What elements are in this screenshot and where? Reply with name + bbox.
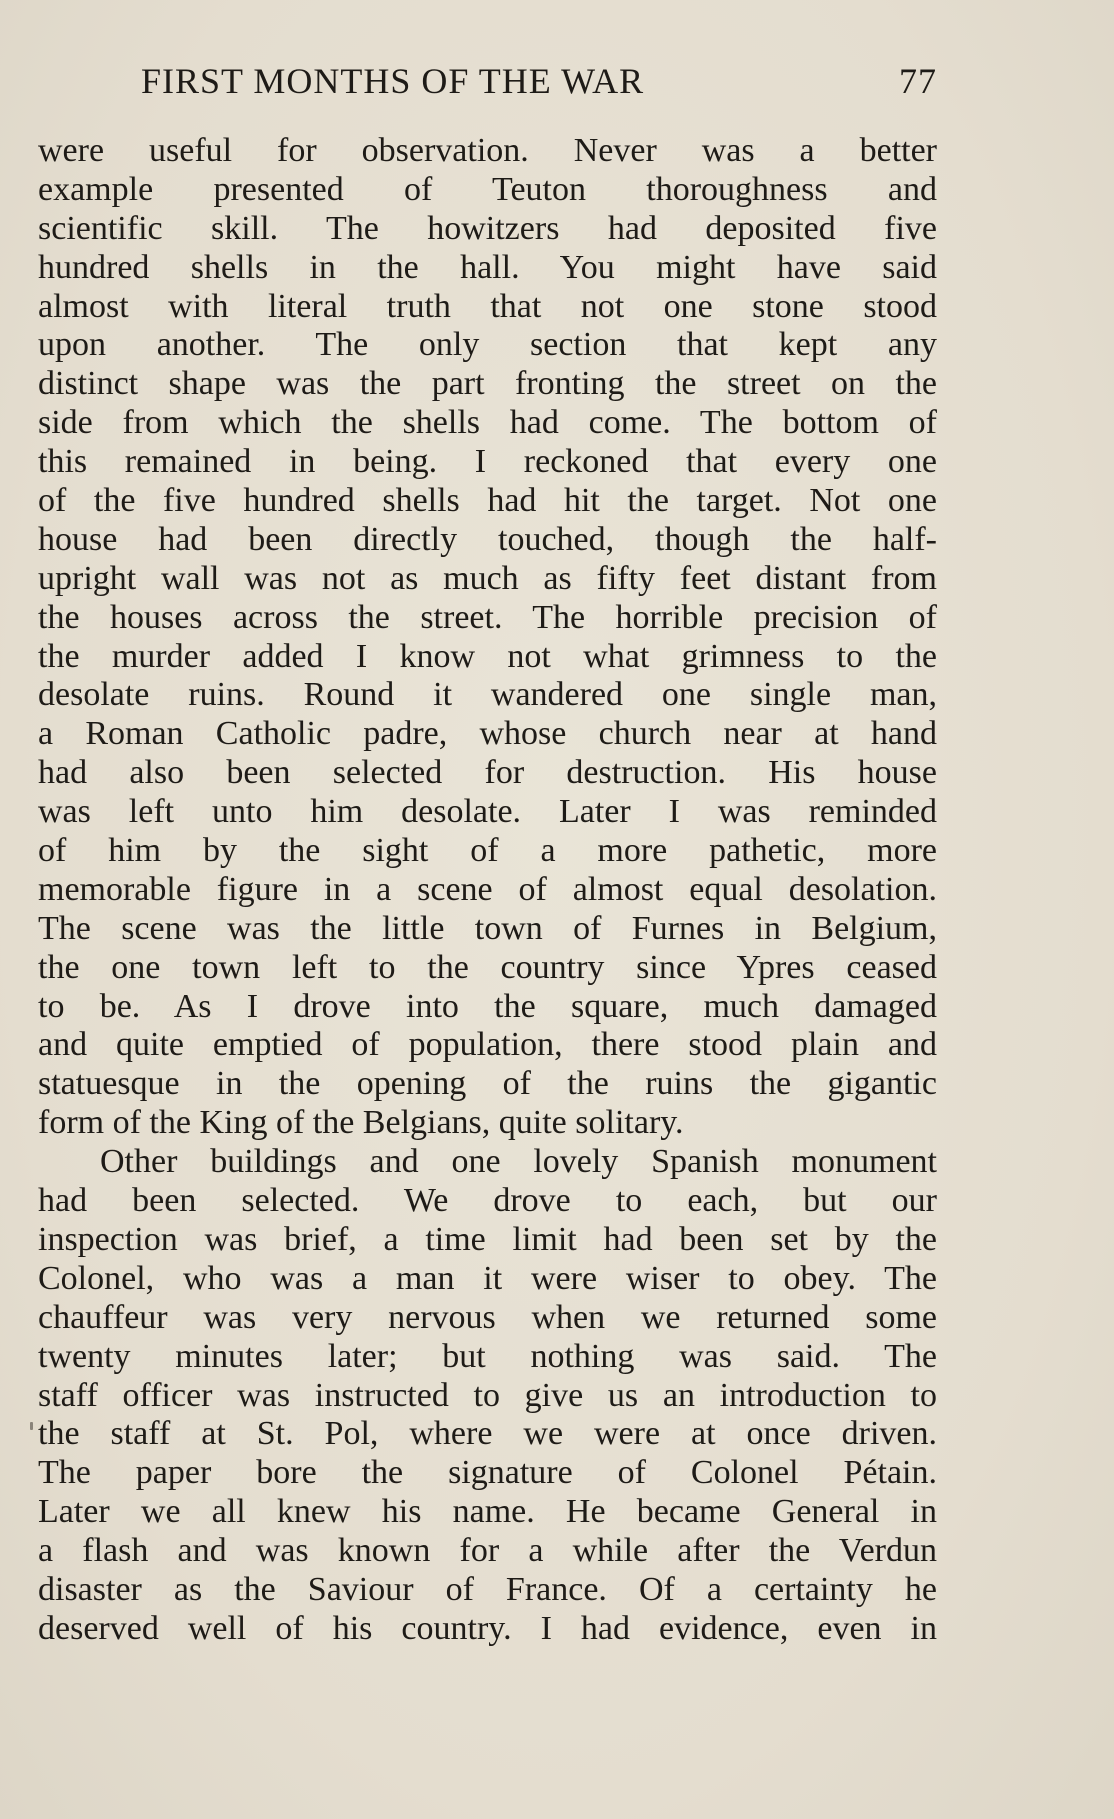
text-line: of the five hundred shells had hit the target. Not one (38, 482, 937, 520)
text-line: was left unto him desolate. Later I was reminded (38, 793, 937, 831)
text-line: hundred shells in the hall. You might have said (38, 248, 937, 286)
paragraph-end-line: form of the King of the Belgians, quite solitary. (38, 1104, 684, 1142)
text-line: upright wall was not as much as fifty feet distant from (38, 559, 937, 597)
text-line: this remained in being. I reckoned that every one (38, 443, 937, 481)
text-line: scientific skill. The howitzers had deposited five (38, 209, 937, 247)
page-header (141, 60, 937, 110)
text-line: chauffeur was very nervous when we returned some (38, 1298, 937, 1336)
running-head: FIRST MONTHS OF THE WAR (141, 61, 645, 101)
text-line: inspection was brief, a time limit had been set by the (38, 1220, 937, 1258)
text-line: twenty minutes later; but nothing was said. The (38, 1337, 937, 1375)
text-line: had been selected. We drove to each, but our (38, 1182, 937, 1220)
text-line: and quite emptied of population, there stood plain and (38, 1026, 937, 1064)
text-line: a flash and was known for a while after the Verdun (38, 1532, 937, 1570)
text-line: were useful for observation. Never was a better (38, 132, 937, 169)
text-line: side from which the shells had come. The bottom of (38, 404, 937, 442)
text-line: the murder added I know not what grimness to the (38, 637, 937, 675)
text-line: had also been selected for destruction. His house (38, 754, 937, 792)
text-line: the one town left to the country since Ypres ceased (38, 948, 937, 986)
page-number: 77 (899, 61, 937, 101)
text-line: distinct shape was the part fronting the street on the (38, 365, 937, 403)
text-line: statuesque in the opening of the ruins the gigantic (38, 1065, 937, 1103)
text-line: The paper bore the signature of Colonel Pétain. (38, 1454, 937, 1492)
text-line: the houses across the street. The horrible precision of (38, 598, 937, 636)
text-line: deserved well of his country. I had evidence, even in (38, 1609, 937, 1647)
text-line: disaster as the Saviour of France. Of a certainty he (38, 1570, 937, 1608)
text-line: staff officer was instructed to give us an introduction to (38, 1376, 937, 1414)
text-line: the staff at St. Pol, where we were at once driven. (38, 1415, 937, 1453)
text-line: house had been directly touched, though the half- (38, 520, 937, 558)
text-line: to be. As I drove into the square, much damaged (38, 987, 937, 1025)
text-line: upon another. The only section that kept any (38, 326, 937, 364)
body-text (38, 132, 937, 1649)
margin-mark (30, 1422, 33, 1430)
text-line: almost with literal truth that not one stone stood (38, 287, 937, 325)
paragraph-start-line: Other buildings and one lovely Spanish monument (100, 1143, 937, 1181)
text-line: a Roman Catholic padre, whose church near at hand (38, 715, 937, 753)
text-line: memorable figure in a scene of almost equal desolation. (38, 870, 937, 908)
text-line: of him by the sight of a more pathetic, more (38, 832, 937, 870)
text-line: Colonel, who was a man it were wiser to obey. The (38, 1259, 937, 1297)
text-line: example presented of Teuton thoroughness and (38, 170, 937, 208)
text-line: desolate ruins. Round it wandered one single man, (38, 676, 937, 714)
text-line: The scene was the little town of Furnes in Belgium, (38, 909, 937, 947)
text-line: Later we all knew his name. He became General in (38, 1493, 937, 1531)
